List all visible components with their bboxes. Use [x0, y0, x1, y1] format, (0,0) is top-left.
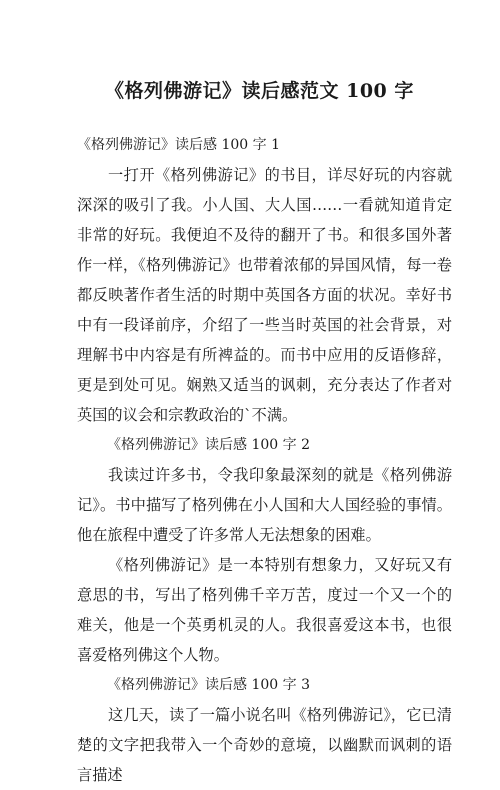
section-heading-2: 《格列佛游记》读后感 100 字 2 [107, 437, 310, 453]
essay-section-3 [77, 670, 452, 790]
paragraph: 《格列佛游记》是一本特别有想象力，又好玩又有意思的书，写出了格列佛千辛万苦，度过一个又一个的难关，他是一个英勇机灵的人。我很喜爱这本书，也很喜爱格列佛这个人物。 [77, 556, 452, 664]
section-heading-3: 《格列佛游记》读后感 100 字 3 [107, 677, 310, 693]
section-heading-1: 《格列佛游记》读后感 100 字 1 [77, 137, 280, 153]
essay-section-2 [77, 430, 452, 670]
document-body [77, 130, 452, 790]
document-title: 《格列佛游记》读后感范文 100 字 [105, 80, 414, 102]
paragraph: 我读过许多书，令我印象最深刻的就是《格列佛游记》。书中描写了格列佛在小人国和大人国经验的事情。他在旅程中遭受了许多常人无法想象的困难。 [77, 466, 452, 544]
essay-section-1 [77, 130, 452, 430]
paragraph: 一打开《格列佛游记》的书目，详尽好玩的内容就深深的吸引了我。小人国、大人国……一看就知道肯定非常的好玩。我便迫不及待的翻开了书。和很多国外著作一样，《格列佛游记》也带着浓郁的异国风情，每一卷都反映著作者生活的时期中英国各方面的状况。幸好书中有一段译前序，介绍了一些当时英国的社会背景，对理解书中内容是有所裨益的。而书中应用的反语修辞，更是到处可见。娴熟又适当的讽刺，充分表达了作者对英国的议会和宗教政治的`不满。 [77, 166, 452, 424]
paragraph: 这几天，读了一篇小说名叫《格列佛游记》，它已清楚的文字把我带入一个奇妙的意境，以幽默而讽刺的语言描述 [77, 706, 452, 784]
